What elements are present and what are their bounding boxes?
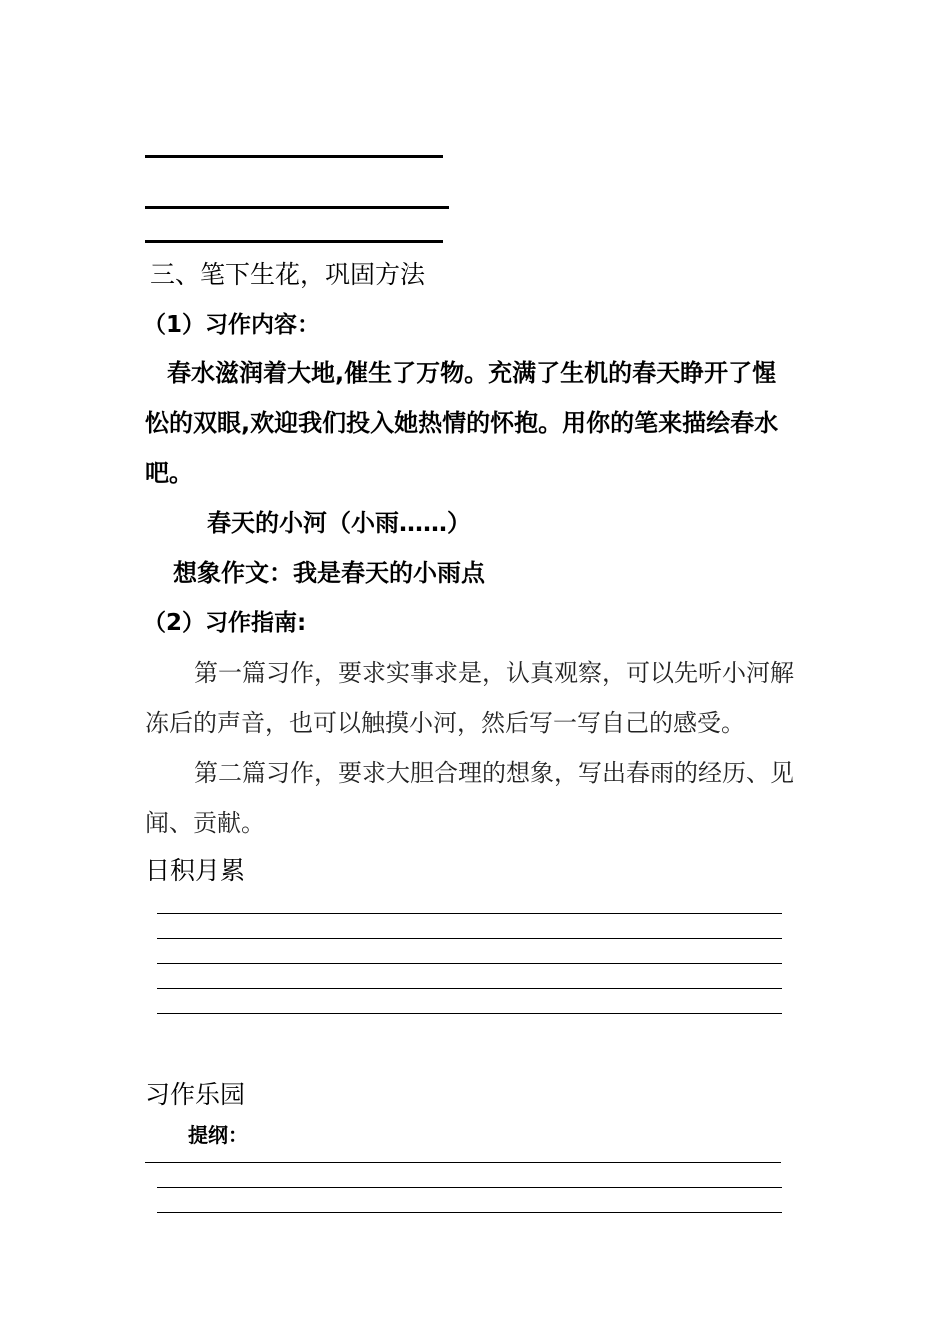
guide-line-4: 闻、贡献。: [145, 809, 265, 837]
guide-label: （2）习作指南:: [143, 610, 307, 636]
content-label: （1）习作内容：: [143, 312, 321, 338]
content-line-3: 吧。: [145, 459, 193, 487]
outline-label: 提纲：: [188, 1123, 248, 1147]
writing-line: [157, 1212, 782, 1213]
accumulate-title: 日积月累: [145, 856, 246, 885]
content-line-2: 忪的双眼,欢迎我们投入她热情的怀抱。用你的笔来描绘春水: [145, 409, 779, 437]
writing-line: [145, 1162, 781, 1163]
guide-line-3: 第二篇习作，要求大胆合理的想象，写出春雨的经历、见: [194, 759, 794, 787]
writing-line: [157, 913, 782, 914]
guide-line-1: 第一篇习作，要求实事求是，认真观察，可以先听小河解: [194, 659, 794, 687]
writing-line: [157, 1013, 782, 1014]
answer-line-3: [145, 240, 443, 243]
writing-line: [157, 1187, 782, 1188]
guide-line-2: 冻后的声音，也可以触摸小河，然后写一写自己的感受。: [145, 709, 745, 737]
topic-1: 春天的小河（小雨……）: [207, 509, 471, 537]
topic-2: 想象作文：我是春天的小雨点: [173, 559, 485, 587]
section-heading: 三、笔下生花，巩固方法: [150, 260, 426, 289]
answer-line-2: [145, 206, 449, 209]
garden-title: 习作乐园: [145, 1080, 246, 1109]
writing-line: [157, 938, 782, 939]
writing-line: [157, 963, 782, 964]
answer-line-1: [145, 155, 443, 158]
content-line-1: 春水滋润着大地,催生了万物。充满了生机的春天睁开了惺: [167, 359, 777, 387]
writing-line: [157, 988, 782, 989]
